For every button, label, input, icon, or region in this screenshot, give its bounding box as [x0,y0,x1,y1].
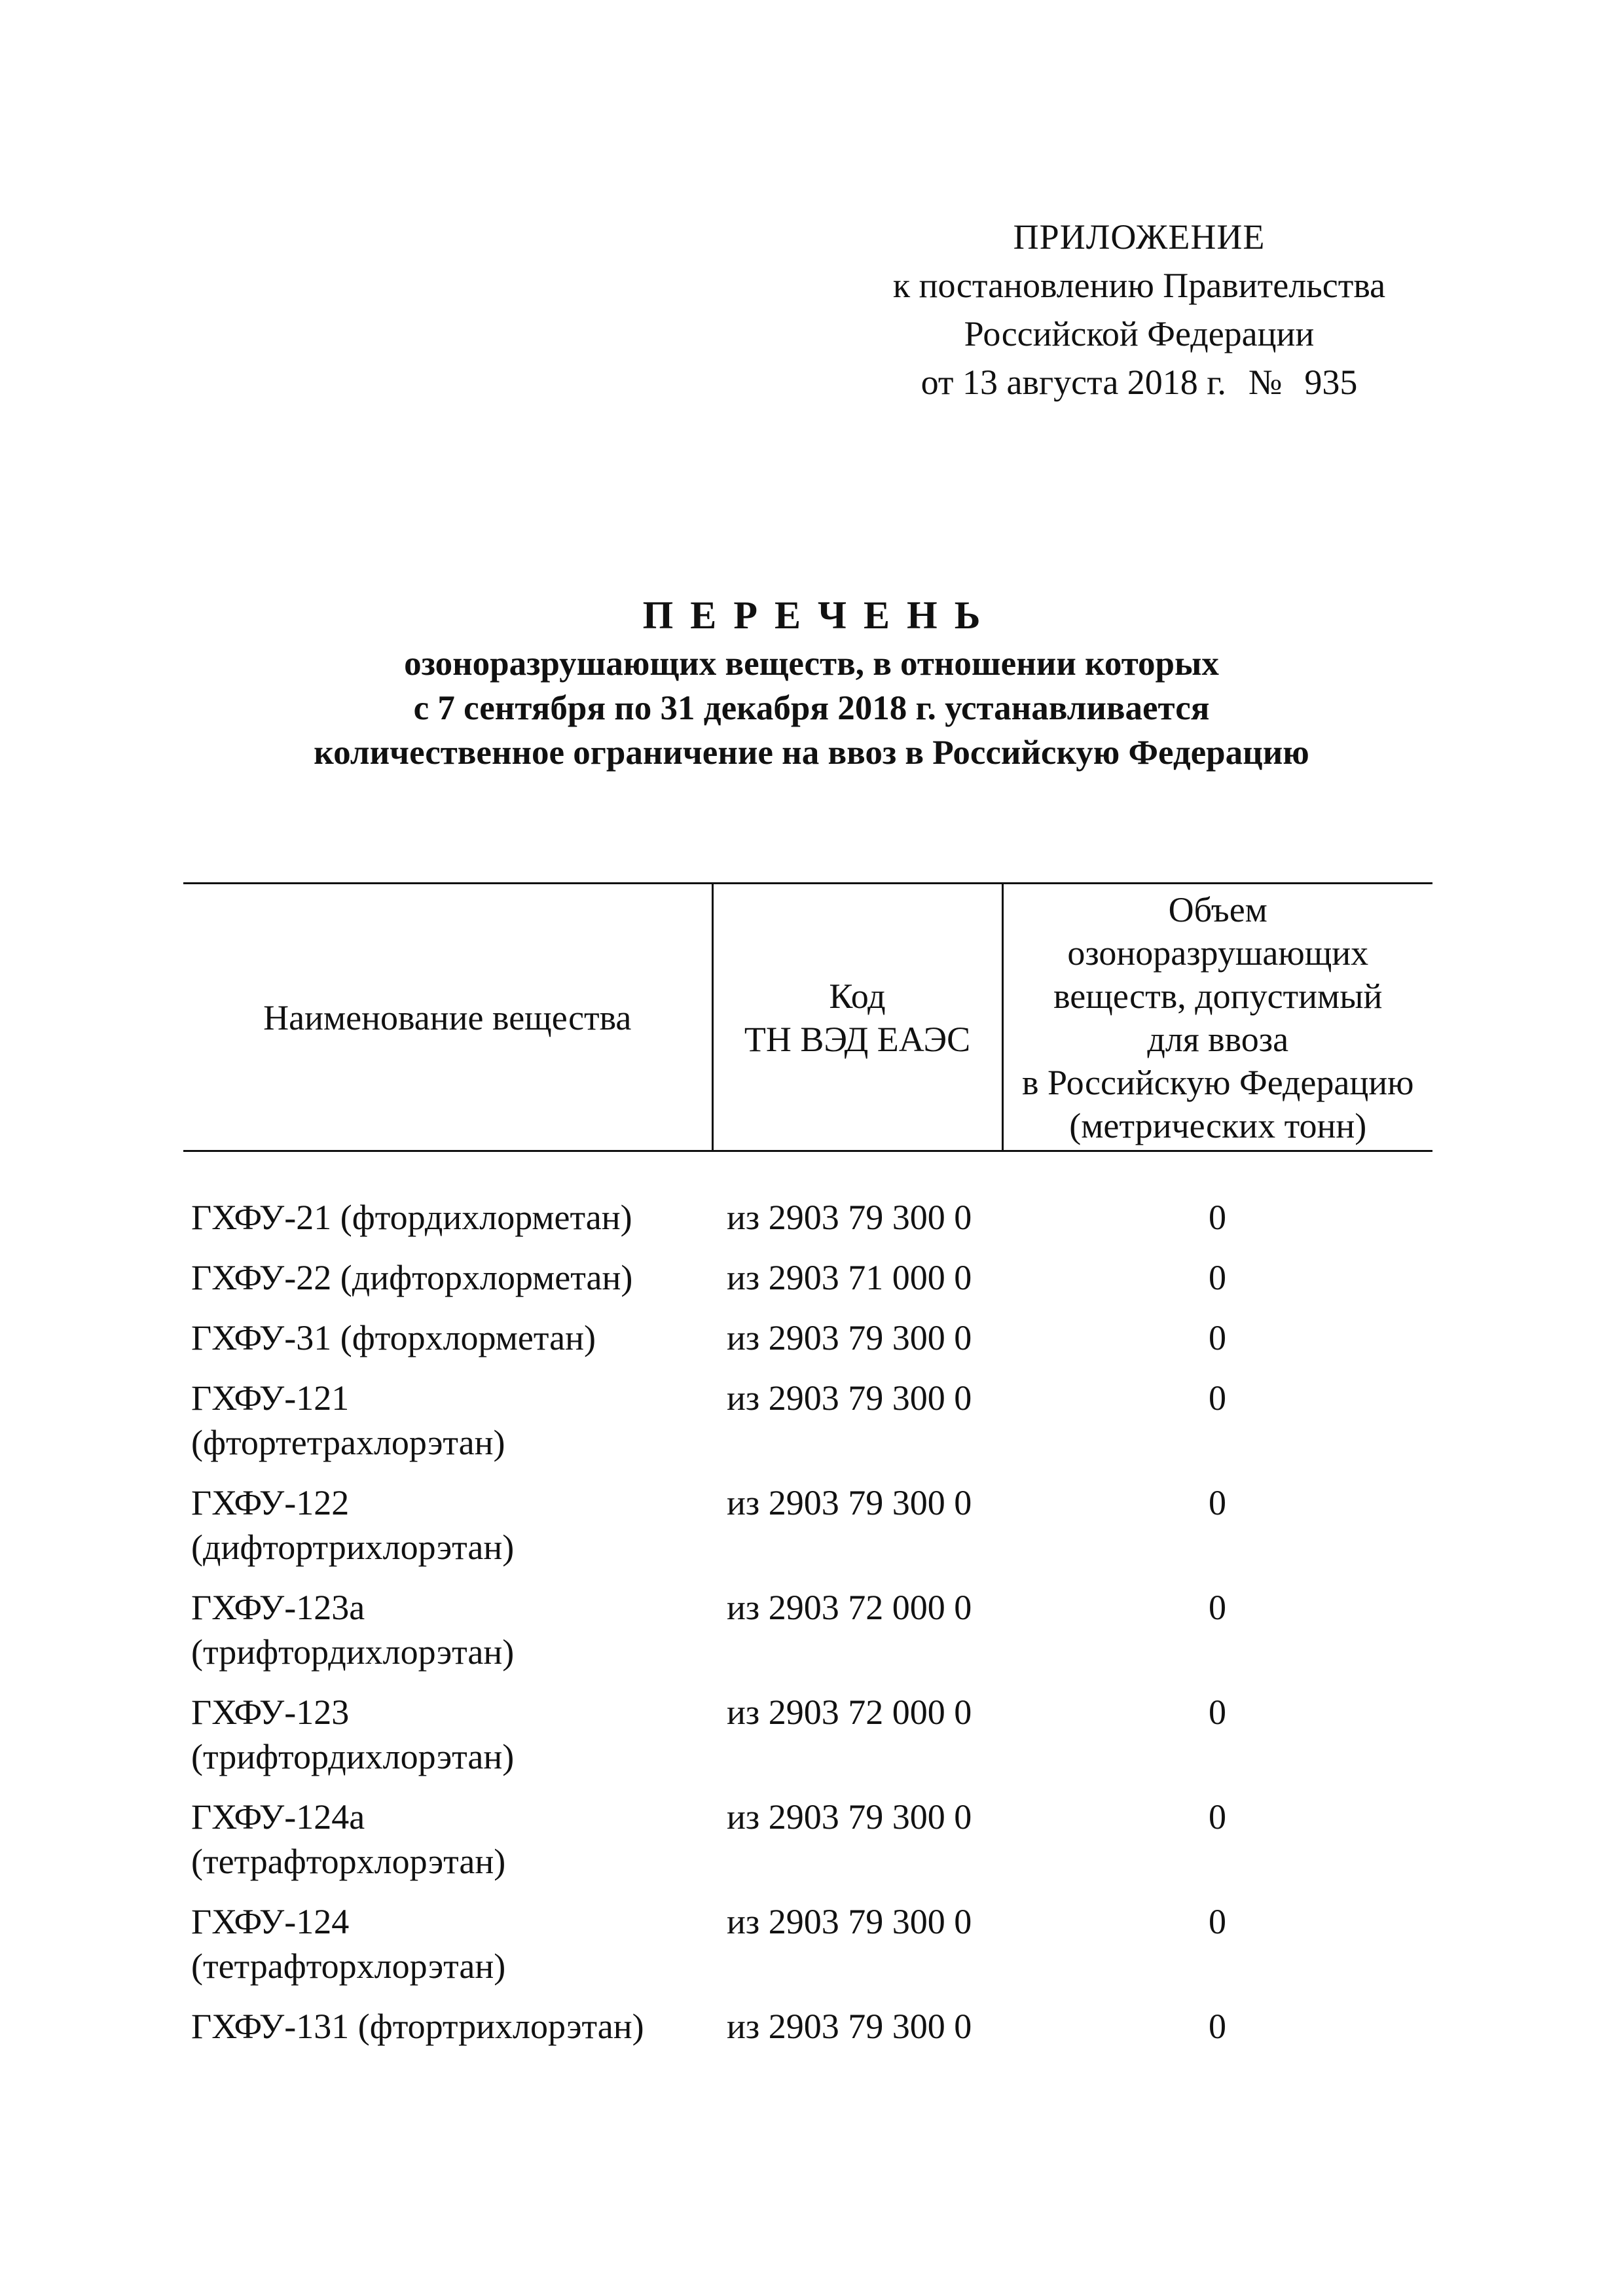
substance-name-line: ГХФУ-31 (фторхлорметан) [191,1318,596,1357]
table-row [183,1690,1432,1795]
header-code-line-1: Код [829,977,886,1016]
substance-volume: 0 [1209,1318,1226,1357]
substance-name-line: ГХФУ-122 [191,1483,350,1522]
substance-name-line: (тетрафторхлорэтан) [191,1946,506,1986]
appendix-date: от 13 августа 2018 г. [921,363,1226,402]
substance-name [183,1316,712,1376]
document-subtitle-line-1: озоноразрушающих веществ, в отношении которых [404,645,1219,683]
substance-volume: 0 [1209,1797,1226,1837]
header-volume-line-2: озоноразрушающих [1067,933,1369,973]
substance-code: из 2903 79 300 0 [727,1318,972,1357]
header-volume-line-6: (метрических тонн) [1069,1106,1367,1145]
substance-name [183,1690,712,1795]
substance-name [183,1795,712,1899]
substance-code: из 2903 79 300 0 [727,1483,972,1522]
substance-code: из 2903 71 000 0 [727,1258,972,1297]
header-volume [1002,884,1432,1151]
header-name-text: Наименование вещества [263,998,632,1037]
substance-name [183,1151,712,1256]
substance-name-line: (фтортетрахлорэтан) [191,1423,505,1462]
substance-volume: 0 [1209,1378,1226,1418]
header-code [712,884,1002,1151]
substance-name [183,2004,712,2064]
appendix-title: ПРИЛОЖЕНИЕ [1013,217,1266,257]
substance-volume: 0 [1209,1902,1226,1941]
substance-name [183,1899,712,2004]
header-volume-line-5: в Российскую Федерацию [1021,1063,1414,1102]
substance-volume: 0 [1209,1588,1226,1627]
substance-name-line: (трифтордихлорэтан) [191,1632,515,1672]
substances-table-container [183,882,1432,2064]
substance-name-line: ГХФУ-123а [191,1588,365,1627]
header-code-line-2: ТН ВЭД ЕАЭС [744,1020,971,1059]
substance-name [183,1585,712,1690]
table-row [183,1151,1432,1256]
substance-name-line: ГХФУ-124 [191,1902,350,1941]
header-substance-name [183,884,712,1151]
table-header-row [183,884,1432,1151]
table-row [183,1376,1432,1480]
table-row [183,1316,1432,1376]
substances-table [183,882,1432,2064]
substance-volume: 0 [1209,1483,1226,1522]
table-row [183,1255,1432,1316]
document-subtitle-line-2: с 7 сентября по 31 декабря 2018 г. устанавливается [413,689,1210,727]
substance-name [183,1480,712,1585]
table-row [183,1899,1432,2004]
substance-name-line: ГХФУ-21 (фтордихлорметан) [191,1198,632,1237]
substance-volume: 0 [1209,1258,1226,1297]
substance-name-line: ГХФУ-123 [191,1693,350,1732]
substance-volume: 0 [1209,1693,1226,1732]
substance-name [183,1255,712,1316]
substance-name [183,1376,712,1480]
substance-code: из 2903 79 300 0 [727,1902,972,1941]
substance-name-line: (трифтордихлорэтан) [191,1737,515,1776]
table-row [183,1795,1432,1899]
substance-name-line: ГХФУ-124а [191,1797,365,1837]
table-row [183,1585,1432,1690]
appendix-line-resolution: к постановлению Правительства [892,266,1386,305]
substance-code: из 2903 72 000 0 [727,1693,972,1732]
header-volume-line-1: Объем [1168,890,1267,929]
header-volume-line-3: веществ, допустимый [1053,977,1383,1016]
header-volume-line-4: для ввоза [1147,1020,1289,1059]
substance-code: из 2903 79 300 0 [727,2007,972,2046]
appendix-line-federation: Российской Федерации [964,314,1315,353]
table-row [183,2004,1432,2064]
substance-name-line: ГХФУ-121 [191,1378,350,1418]
substance-code: из 2903 72 000 0 [727,1588,972,1627]
substance-name-line: (тетрафторхлорэтан) [191,1842,506,1881]
table-row [183,1480,1432,1585]
document-heading: ПЕРЕЧЕНЬ [642,594,998,637]
substance-volume: 0 [1209,2007,1226,2046]
appendix-number: 935 [1304,363,1358,402]
appendix-header [845,213,1434,406]
substance-volume: 0 [1209,1198,1226,1237]
substance-name-line: (дифтортрихлорэтан) [191,1528,515,1567]
substance-code: из 2903 79 300 0 [727,1378,972,1418]
substance-name-line: ГХФУ-22 (дифторхлорметан) [191,1258,633,1297]
document-title [0,589,1623,775]
appendix-date-line [845,358,1434,406]
document-subtitle-line-3: количественное ограничение на ввоз в Российскую Федерацию [314,734,1309,772]
substance-code: из 2903 79 300 0 [727,1797,972,1837]
appendix-number-sign: № [1248,363,1283,402]
substance-code: из 2903 79 300 0 [727,1198,972,1237]
substance-name-line: ГХФУ-131 (фтортрихлорэтан) [191,2007,644,2046]
